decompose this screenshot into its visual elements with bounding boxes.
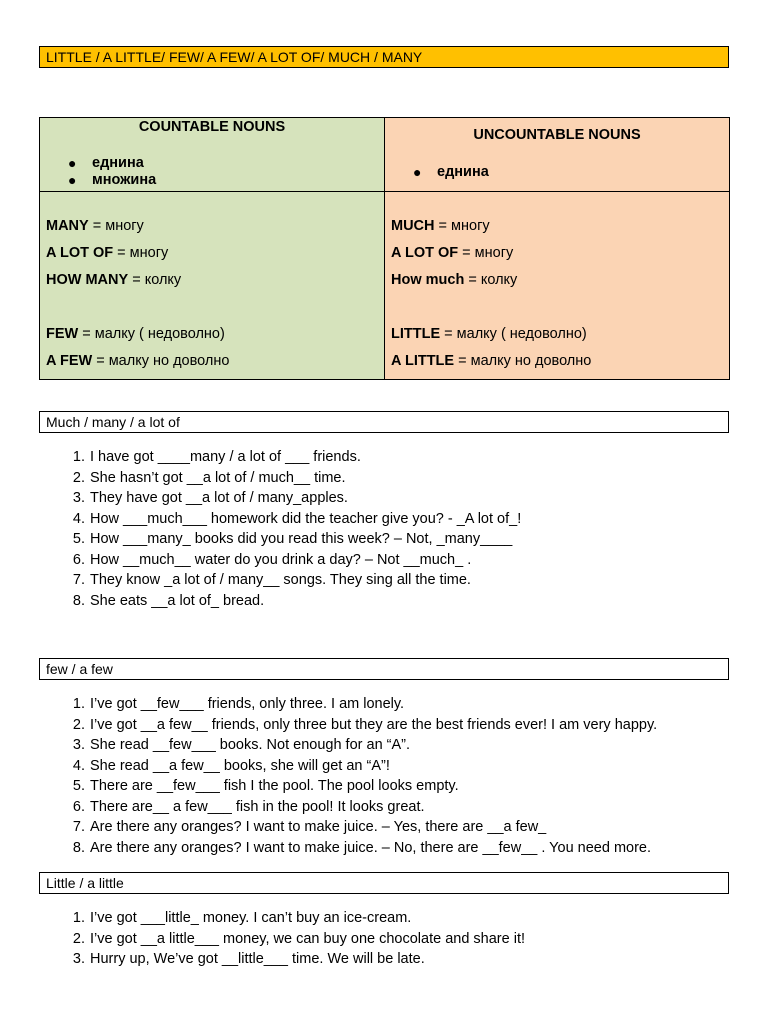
uncountable-row: A LOT OF = многу [391,245,514,261]
list-item: 6. There are__ a few___ fish in the pool! It looks great. [72,798,425,815]
exercise-list-few [72,694,658,858]
page-title: LITTLE / A LITTLE/ FEW/ A FEW/ A LOT OF/ MUCH / MANY [39,46,729,68]
list-item: 7. They know _a lot of / many__ songs. They sing all the time. [72,572,471,588]
uncountable-row: A LITTLE = малку но доволно [391,353,592,369]
section-heading-little: Little / a little [39,872,729,894]
bullet-icon: ● [413,163,422,180]
list-item: 1. I’ve got __few___ friends, only three. I am lonely. [72,696,405,712]
list-item: 3. They have got __a lot of / many_apples. [72,490,348,506]
list-item: 8. Are there any oranges? I want to make juice. – No, there are __few__ . You need more. [72,839,652,856]
list-item: 8. She eats __a lot of_ bread. [72,592,265,609]
list-item: 4. She read __a few__ books, she will get an “A”! [72,757,390,774]
bullet-item: ● множина [68,171,157,188]
list-item: 7. Are there any oranges? I want to make juice. – Yes, there are __a few_ [72,819,547,835]
countable-row: HOW MANY = колку [46,272,182,288]
list-item: 5. There are __few___ fish I the pool. The pool looks empty. [72,778,459,794]
uncountable-body-cell [385,192,730,380]
section-heading-much-many: Much / many / a lot of [39,411,729,433]
bullet-item: ● еднина [413,163,489,180]
section-heading-few: few / a few [39,658,729,680]
countable-row: A LOT OF = многу [46,245,169,261]
list-item: 2. She hasn’t got __a lot of / much__ time. [72,469,346,486]
exercise-list-much-many [72,447,522,611]
bullet-icon: ● [68,154,77,171]
list-item: 3. She read __few___ books. Not enough for an “A”. [72,737,411,753]
grammar-table [39,117,730,380]
list-item: 4. How ___much___ homework did the teacher give you? - _A lot of_! [72,510,522,527]
countable-title: COUNTABLE NOUNS [138,119,286,135]
countable-row: FEW = малку ( недоволно) [46,326,225,342]
list-item: 1. I’ve got ___little_ money. I can’t buy an ice-cream. [72,910,412,926]
uncountable-header-cell [385,118,730,192]
uncountable-bullets [413,163,489,180]
list-item: 2. I’ve got __a little___ money, we can buy one chocolate and share it! [72,930,526,947]
uncountable-row: MUCH = многу [391,218,490,234]
list-item: 6. How __much__ water do you drink a day? – Not __much_ . [72,551,472,568]
uncountable-row: LITTLE = малку ( недоволно) [391,326,587,342]
uncountable-row: How much = колку [391,272,518,288]
countable-header-cell [40,118,385,192]
countable-row: A FEW = малку но доволно [46,353,230,369]
exercise-list-little [72,908,526,970]
bullet-icon: ● [68,171,77,188]
countable-bullets [68,154,156,188]
list-item: 2. I’ve got __a few__ friends, only three but they are the best friends ever! I am very happy. [72,716,658,733]
list-item: 3. Hurry up, We’ve got __little___ time. We will be late. [72,951,425,967]
countable-row: MANY = многу [46,218,144,234]
list-item: 1. I have got ____many / a lot of ___ friends. [72,449,361,465]
list-item: 5. How ___many_ books did you read this week? – Not, _many____ [72,531,513,547]
uncountable-title: UNCOUNTABLE NOUNS [473,127,641,143]
countable-body-cell [40,192,385,380]
bullet-item: ● еднина [68,154,144,171]
